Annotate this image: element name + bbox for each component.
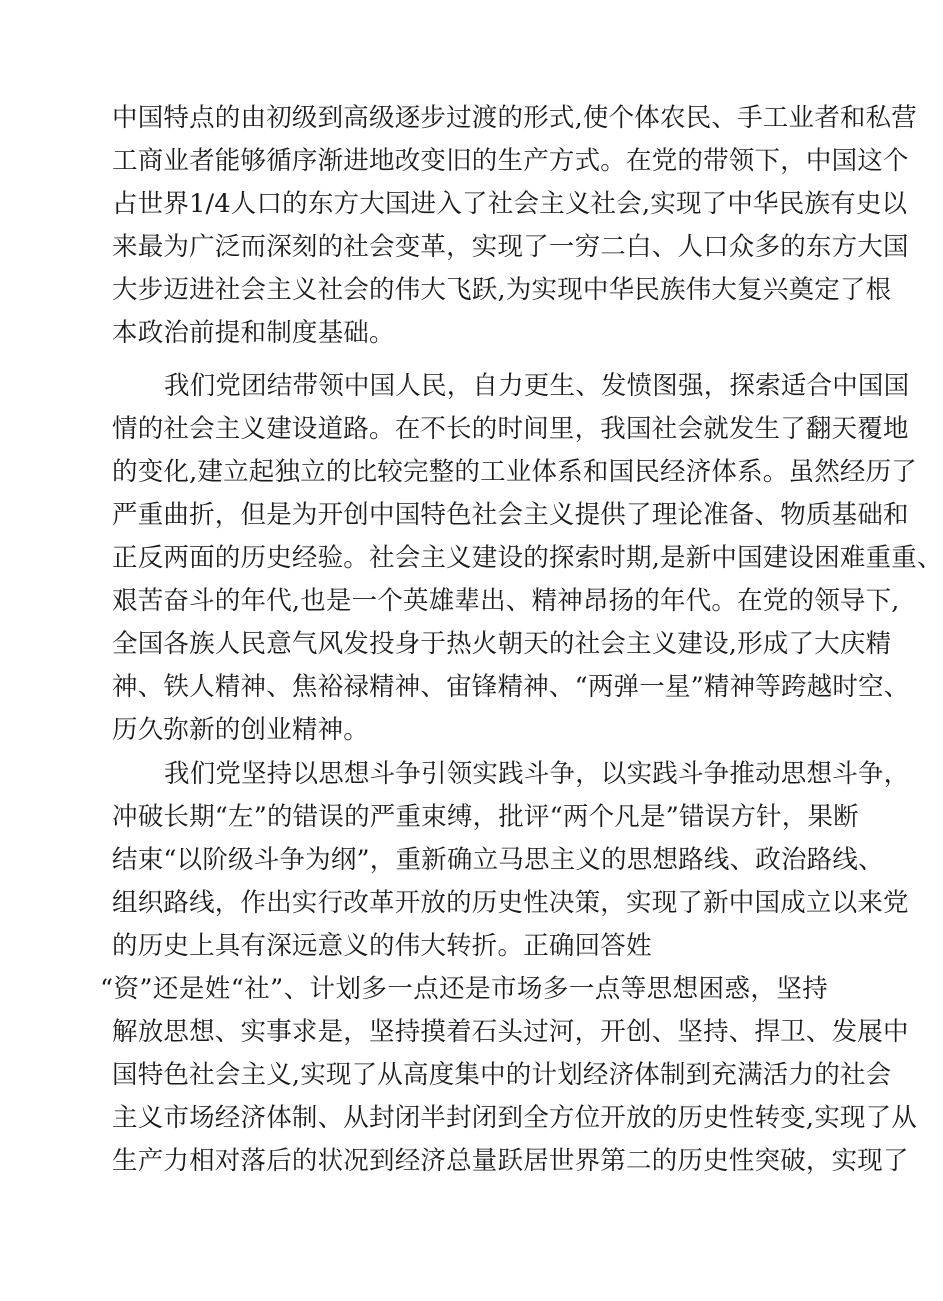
text-line: 情的社会主义建设道路。在不长的时间里，我国社会就发生了翻天覆地: [112, 414, 909, 444]
text-line: 结束“以阶级斗争为纲”，重新确立马思主义的思想路线、政治路线、: [112, 845, 884, 875]
text-line: 组织路线，作出实行改革开放的历史性决策，实现了新中国成立以来党: [112, 888, 909, 918]
text-line: 主义市场经济体制、从封闭半封闭到全方位开放的历史性转变,实现了从: [112, 1103, 918, 1133]
text-line: 的历史上具有深远意义的伟大转折。正确回答姓: [112, 931, 652, 961]
text-line: 国特色社会主义,实现了从高度集中的计划经济体制到充满活力的社会: [112, 1060, 892, 1090]
text-line: 正反两面的历史经验。社会主义建设的探索时期,是新中国建设困难重重、: [112, 543, 943, 573]
paragraph-first-line: 我们党团结带领中国人民，自力更生、发愤图强，探索适合中国国: [164, 371, 910, 401]
text-line: 艰苦奋斗的年代,也是一个英雄辈出、精神昂扬的年代。在党的领导下,: [112, 586, 900, 616]
text-line: 严重曲折，但是为开创中国特色社会主义提供了理论准备、物质基础和: [112, 500, 909, 530]
text-line: 占世界1/4人口的东方大国进入了社会主义社会,实现了中华民族有史以: [112, 189, 908, 219]
text-line: 历久弥新的创业精神。: [112, 715, 370, 745]
text-line: 解放思想、实事求是，坚持摸着石头过河，开创、坚持、捍卫、发展中: [112, 1017, 909, 1047]
text-line: 生产力相对落后的状况到经济总量跃居世界第二的历史性突破，实现了: [112, 1146, 909, 1176]
text-line: “资”还是姓“社”、计划多一点还是市场多一点等思想困惑，坚持: [100, 974, 828, 1004]
text-line: 来最为广泛而深刻的社会变革，实现了一穷二白、人口众多的东方大国: [112, 232, 909, 262]
text-line: 工商业者能够循序渐进地改变旧的生产方式。在党的带领下，中国这个: [112, 146, 909, 176]
text-line: 的变化,建立起独立的比较完整的工业体系和国民经济体系。虽然经历了: [112, 457, 918, 487]
text-line: 冲破长期“左”的错误的严重束缚，批评“两个凡是”错误方针，果断: [112, 802, 859, 832]
text-line: 大步迈进社会主义社会的伟大飞跃,为实现中华民族伟大复兴奠定了根: [112, 275, 892, 305]
paragraph-first-line: 我们党坚持以思想斗争引领实践斗争，以实践斗争推动思想斗争，: [164, 759, 910, 789]
text-line: 神、铁人精神、焦裕禄精神、宙锋精神、“两弹一星”精神等跨越时空、: [112, 672, 910, 702]
text-line: 中国特点的由初级到高级逐步过渡的形式,使个体农民、手工业者和私营: [112, 103, 918, 133]
text-line: 本政治前提和制度基础。: [112, 318, 395, 348]
text-line: 全国各族人民意气风发投身于热火朝天的社会主义建设,形成了大庆精: [112, 629, 892, 659]
